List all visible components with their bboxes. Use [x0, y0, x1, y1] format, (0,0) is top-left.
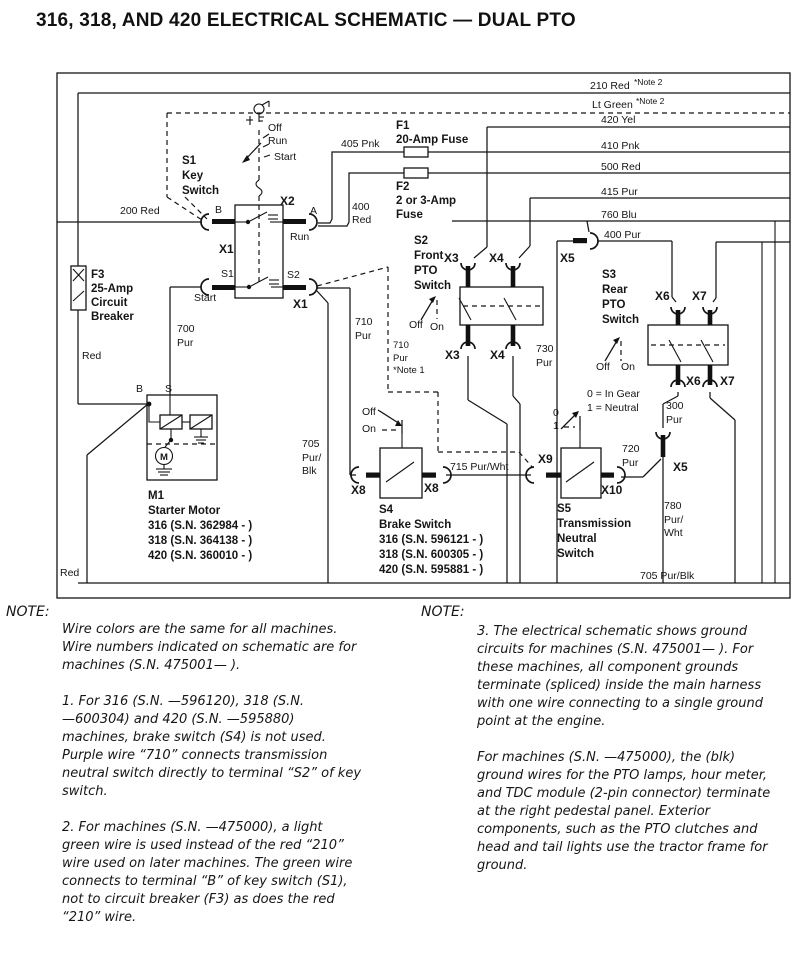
- label-in-gear: 0 = In Gear: [587, 388, 640, 400]
- label-lt-green: Lt Green: [592, 99, 633, 111]
- label-f3-a: 25-Amp: [91, 283, 134, 295]
- label-300-pur: Pur: [666, 414, 683, 426]
- wire-415-pur: [519, 198, 790, 258]
- label-run: Run: [290, 231, 310, 243]
- label-note2-a: *Note 2: [634, 77, 663, 87]
- label-m1-420: 420 (S.N. 360010 - ): [148, 550, 253, 562]
- label-s5-a: Transmission: [557, 518, 632, 530]
- label-720: 720: [622, 443, 640, 455]
- label-key-start: Start: [274, 151, 297, 163]
- note-line: Wire numbers indicated on schematic are for: [62, 640, 357, 655]
- note-heading-left: NOTE:: [6, 604, 50, 620]
- label-s3-on: On: [621, 361, 636, 373]
- label-710: 710: [355, 316, 373, 328]
- note-line: neutral switch directly to terminal “S2” of key: [62, 766, 362, 781]
- label-f3: F3: [91, 269, 105, 281]
- label-400-pur: 400 Pur: [604, 229, 641, 241]
- label-s5: S5: [557, 503, 572, 515]
- label-x1-right: X1: [293, 297, 308, 311]
- note-line: head and tail lights use the tractor frame for: [477, 840, 768, 855]
- note-line: wire used on later machines. The green wire: [62, 856, 353, 871]
- label-420-yel: 420 Yel: [601, 114, 636, 126]
- label-x7-bottom: X7: [720, 374, 735, 388]
- label-500-red: 500 Red: [601, 161, 641, 173]
- label-x4-top: X4: [489, 251, 504, 265]
- label-300: 300: [666, 400, 684, 412]
- label-705-bus: 705 Pur/Blk: [640, 570, 695, 582]
- label-710b: 710: [393, 340, 409, 351]
- label-f3-b: Circuit: [91, 297, 128, 309]
- note-line: components, such as the PTO clutches and: [477, 822, 758, 837]
- label-term-a: A: [310, 205, 318, 217]
- note-heading-right: NOTE:: [421, 604, 465, 620]
- note-line: 2. For machines (S.N. —475000), a light: [62, 820, 323, 835]
- label-s4-on: On: [362, 423, 377, 435]
- label-200-red: 200 Red: [120, 205, 160, 217]
- wire-710-pur: [317, 288, 356, 475]
- label-red-mid: Red: [82, 350, 102, 362]
- label-410-pnk: 410 Pnk: [601, 140, 640, 152]
- label-730: 730: [536, 343, 554, 355]
- label-note2-b: *Note 2: [636, 96, 665, 106]
- label-s4: S4: [379, 504, 394, 516]
- label-term-s1: S1: [221, 268, 234, 280]
- note-line: with one wire connecting to a single ground: [477, 696, 763, 711]
- label-neutral: 1 = Neutral: [587, 402, 639, 414]
- label-x8-right: X8: [424, 481, 439, 495]
- label-x5-upper: X5: [560, 251, 575, 265]
- label-start: Start: [194, 292, 217, 304]
- brake-switch-s4: [351, 410, 531, 498]
- wire-right-verticals: [762, 221, 775, 583]
- label-s2-b: PTO: [414, 265, 438, 277]
- label-s1-b: Switch: [182, 185, 220, 197]
- note-line: green wire is used instead of the red “210”: [62, 838, 344, 853]
- note-line: machines (S.N. 475001— ).: [62, 658, 241, 673]
- label-x1-left: X1: [219, 242, 234, 256]
- note-left-para3: [62, 819, 392, 927]
- label-715-pur-wht: 715 Pur/Wht: [450, 461, 509, 473]
- note-block-right: [477, 623, 797, 893]
- label-term-b: B: [215, 204, 223, 216]
- wire-705-pur-blk: [317, 291, 328, 583]
- label-705-pur: Pur/: [302, 452, 322, 464]
- label-m1-318: 318 (S.N. 364138 - ): [148, 535, 253, 547]
- key-lever: [242, 130, 270, 284]
- note-line: “210” wire.: [62, 910, 137, 925]
- note-line: these machines, all component grounds: [477, 660, 739, 675]
- label-s5-0: 0: [553, 407, 559, 419]
- note-right-para2: [477, 749, 797, 875]
- label-s4-316: 316 (S.N. 596121 - ): [379, 534, 484, 546]
- label-m1: M1: [148, 490, 164, 502]
- label-s5-b: Neutral: [557, 533, 597, 545]
- note-line: and TDC module (2-pin connector) terminate: [477, 786, 771, 801]
- label-705-blk: Blk: [302, 465, 317, 477]
- wire-lt-green: [167, 113, 790, 220]
- circuit-breaker-f3: [71, 266, 86, 310]
- label-red-bottom: Red: [60, 567, 80, 579]
- terminal-labels: [136, 122, 735, 497]
- label-s2-c: Switch: [414, 280, 452, 292]
- wire-410-pnk: [318, 147, 790, 223]
- label-405-pnk: 405 Pnk: [341, 138, 380, 150]
- label-m1-b: B: [136, 383, 144, 395]
- label-s4-off: Off: [362, 406, 376, 418]
- label-720-pur: Pur: [622, 457, 639, 469]
- note-line: at the right pedestal panel. Exterior: [477, 804, 711, 819]
- label-f2-name2: Fuse: [396, 209, 423, 221]
- label-s3-b: PTO: [602, 299, 626, 311]
- label-motor-m: M: [160, 452, 168, 463]
- note-left-para2: [62, 693, 392, 801]
- brake-lever: [378, 410, 402, 434]
- label-f1-name: 20-Amp Fuse: [396, 134, 469, 146]
- label-415-pur: 415 Pur: [601, 186, 638, 198]
- label-710-pur: Pur: [355, 330, 372, 342]
- label-400-red: Red: [352, 214, 372, 226]
- label-705: 705: [302, 438, 320, 450]
- label-x3-bottom: X3: [445, 348, 460, 362]
- label-x5-lower: X5: [673, 460, 688, 474]
- label-s4-name: Brake Switch: [379, 519, 452, 531]
- label-f3-c: Breaker: [91, 311, 134, 323]
- note-line: Wire colors are the same for all machines.: [62, 622, 338, 637]
- label-700-pur: Pur: [177, 337, 194, 349]
- label-s2-a: Front: [414, 250, 444, 262]
- label-s5-1: 1: [553, 420, 559, 432]
- label-760-blu: 760 Blu: [601, 209, 637, 221]
- note-line: ground.: [477, 858, 528, 873]
- label-m1-s: S: [165, 383, 173, 395]
- label-s3: S3: [602, 269, 617, 281]
- neutral-lever: [561, 411, 580, 448]
- note-line: not to circuit breaker (F3) as does the red: [62, 892, 335, 907]
- label-x3-top: X3: [444, 251, 459, 265]
- note-right-para1: [477, 623, 797, 731]
- label-s2-on: On: [430, 321, 445, 333]
- front-pto-lever: [421, 296, 437, 320]
- label-s1: S1: [182, 155, 197, 167]
- note-line: terminate (spliced) inside the main harness: [477, 678, 762, 693]
- note-line: ground wires for the PTO lamps, hour meter,: [477, 768, 768, 783]
- label-note1: *Note 1: [393, 365, 425, 376]
- label-s3-c: Switch: [602, 314, 640, 326]
- label-m1-316: 316 (S.N. 362984 - ): [148, 520, 253, 532]
- note-line: connects to terminal “B” of key switch (S1),: [62, 874, 348, 889]
- label-700: 700: [177, 323, 195, 335]
- note-line: machines, brake switch (S4) is not used.: [62, 730, 326, 745]
- note-line: circuits for machines (S.N. 475001— ). For: [477, 642, 754, 657]
- label-f2: F2: [396, 181, 410, 193]
- label-term-s2: S2: [287, 269, 300, 281]
- label-x6-top: X6: [655, 289, 670, 303]
- note-block-left: [62, 621, 392, 945]
- label-key-run: Run: [268, 135, 288, 147]
- label-x10: X10: [601, 483, 623, 497]
- label-s3-off: Off: [596, 361, 610, 373]
- label-780-wht: Wht: [664, 527, 683, 539]
- label-x8-left: X8: [351, 483, 366, 497]
- label-s5-c: Switch: [557, 548, 595, 560]
- note-line: For machines (S.N. —475000), the (blk): [477, 750, 736, 765]
- label-210-red: 210 Red: [590, 80, 630, 92]
- label-x2: X2: [280, 194, 295, 208]
- wire-500-red: [318, 168, 790, 226]
- note-left-para1: [62, 621, 392, 675]
- rear-pto-lever: [605, 337, 621, 361]
- label-710b-pur: Pur: [393, 353, 408, 364]
- note-line: 1. For 316 (S.N. —596120), 318 (S.N.: [62, 694, 305, 709]
- page-title: 316, 318, AND 420 ELECTRICAL SCHEMATIC — DUAL PTO: [36, 10, 576, 31]
- label-s1-a: Key: [182, 170, 204, 182]
- note-line: point at the engine.: [477, 714, 606, 729]
- label-x4-bottom: X4: [490, 348, 505, 362]
- label-key-off: Off: [268, 122, 282, 134]
- label-x6-bottom: X6: [686, 374, 701, 388]
- label-f1: F1: [396, 120, 410, 132]
- label-780-pur: Pur/: [664, 514, 684, 526]
- label-f2-name1: 2 or 3-Amp: [396, 195, 457, 207]
- label-730-pur: Pur: [536, 357, 553, 369]
- label-400: 400: [352, 201, 370, 213]
- note-line: switch.: [62, 784, 108, 799]
- label-780: 780: [664, 500, 682, 512]
- note-line: 3. The electrical schematic shows ground: [477, 624, 748, 639]
- note-line: Purple wire “710” connects transmission: [62, 748, 328, 763]
- label-x7-top: X7: [692, 289, 707, 303]
- label-s2: S2: [414, 235, 429, 247]
- label-s4-318: 318 (S.N. 600305 - ): [379, 549, 484, 561]
- label-s2-off: Off: [409, 319, 423, 331]
- label-x9: X9: [538, 452, 553, 466]
- note-line: —600304) and 420 (S.N. —595880): [62, 712, 295, 727]
- label-s4-420: 420 (S.N. 595881 - ): [379, 564, 484, 576]
- label-s3-a: Rear: [602, 284, 628, 296]
- label-m1-name: Starter Motor: [148, 505, 221, 517]
